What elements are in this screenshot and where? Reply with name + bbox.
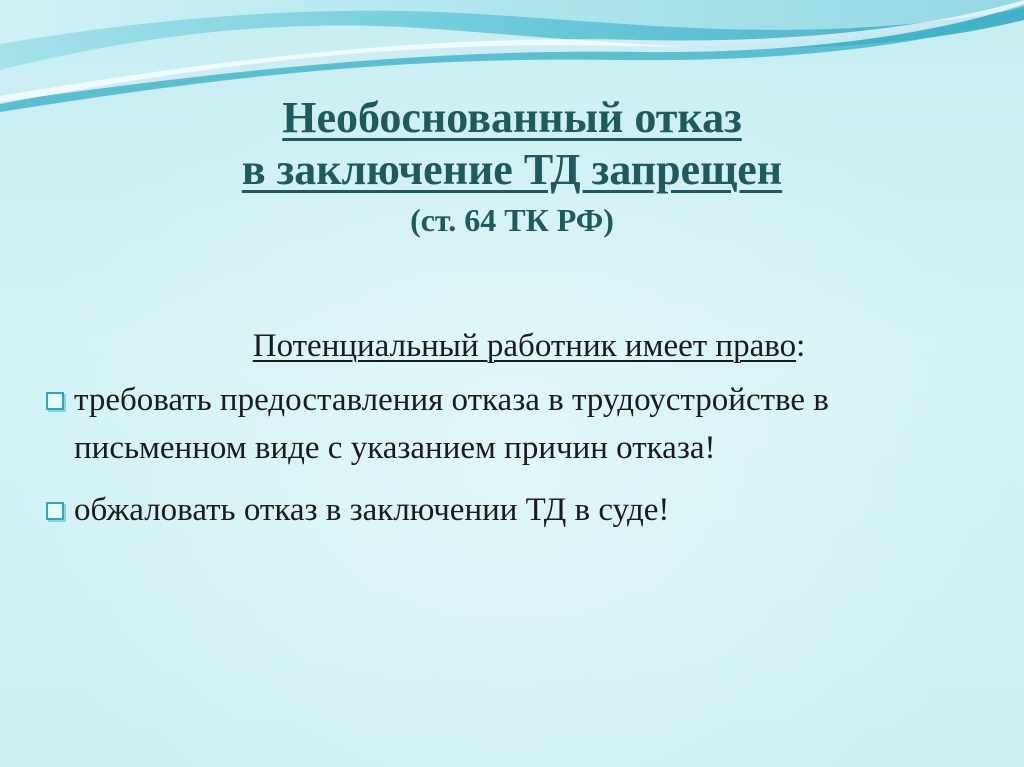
lead-text-suffix: : xyxy=(796,328,806,364)
list-item-text: обжаловать отказ в заключении ТД в суде! xyxy=(74,492,670,528)
list-item xyxy=(44,376,984,472)
lead-text xyxy=(44,322,984,370)
title-line-1: Необоснованный отказ xyxy=(282,93,742,142)
slide-title xyxy=(0,92,1024,242)
checkbox-square-icon xyxy=(46,502,64,520)
list-item xyxy=(44,486,984,534)
lead-text-main: Потенциальный работник имеет право xyxy=(252,328,797,364)
title-subtitle: (ст. 64 ТК РФ) xyxy=(410,202,614,238)
slide-content xyxy=(44,322,984,548)
title-line-2: в заключение ТД запрещен xyxy=(241,145,783,194)
checkbox-square-icon xyxy=(46,392,64,410)
list-item-text: требовать предоставления отказа в трудоустройстве в письменном виде с указанием причин отказа! xyxy=(74,382,829,466)
